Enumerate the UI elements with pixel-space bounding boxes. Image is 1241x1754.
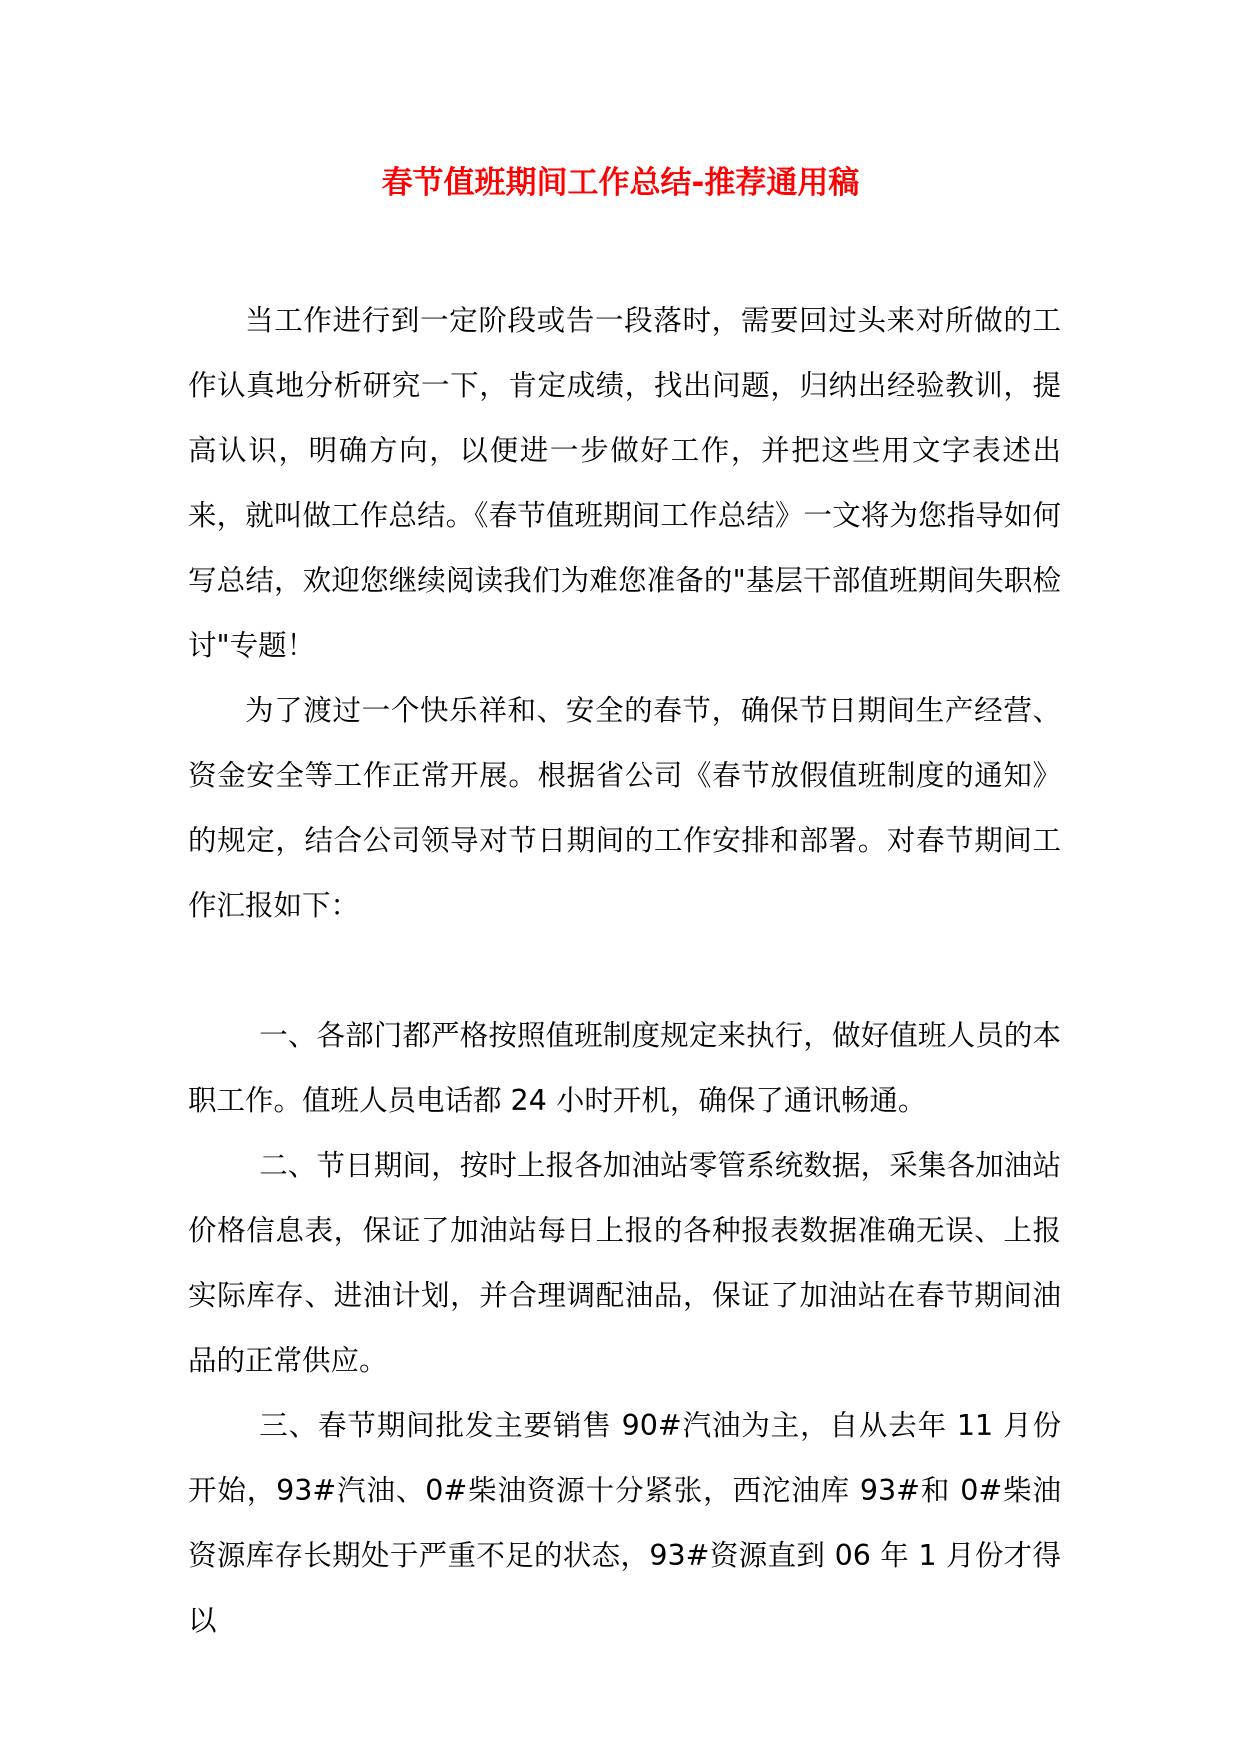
- document-body: [188, 288, 1061, 1653]
- point-3-paragraph: 三、春节期间批发主要销售 90#汽油为主，自从去年 11 月份开始，93#汽油、0#柴油资源十分紧张，西沱油库 93#和 0#柴油资源库存长期处于严重不足的状态，93#资源直到 06 年 1 月份才得以: [188, 1409, 1061, 1637]
- paragraph-spacer: [188, 938, 1061, 1003]
- point-2-paragraph: 二、节日期间，按时上报各加油站零管系统数据，采集各加油站价格信息表，保证了加油站每日上报的各种报表数据准确无误、上报实际库存、进油计划，并合理调配油品，保证了加油站在春节期间油品的正常供应。: [188, 1149, 1061, 1377]
- intro-paragraph: 当工作进行到一定阶段或告一段落时，需要回过头来对所做的工作认真地分析研究一下，肯定成绩，找出问题，归纳出经验教训，提高认识，明确方向，以便进一步做好工作，并把这些用文字表述出来，就叫做工作总结。《春节值班期间工作总结》一文将为您指导如何写总结，欢迎您继续阅读我们为难您准备的"基层干部值班期间失职检讨"专题！: [188, 304, 1061, 662]
- document-title: 春节值班期间工作总结-推荐通用稿: [381, 165, 860, 201]
- preface-paragraph: 为了渡过一个快乐祥和、安全的春节，确保节日期间生产经营、资金安全等工作正常开展。根据省公司《春节放假值班制度的通知》的规定，结合公司领导对节日期间的工作安排和部署。对春节期间工作汇报如下：: [188, 694, 1061, 922]
- point-1-paragraph: 一、各部门都严格按照值班制度规定来执行，做好值班人员的本职工作。值班人员电话都 24 小时开机，确保了通讯畅通。: [188, 1019, 1061, 1117]
